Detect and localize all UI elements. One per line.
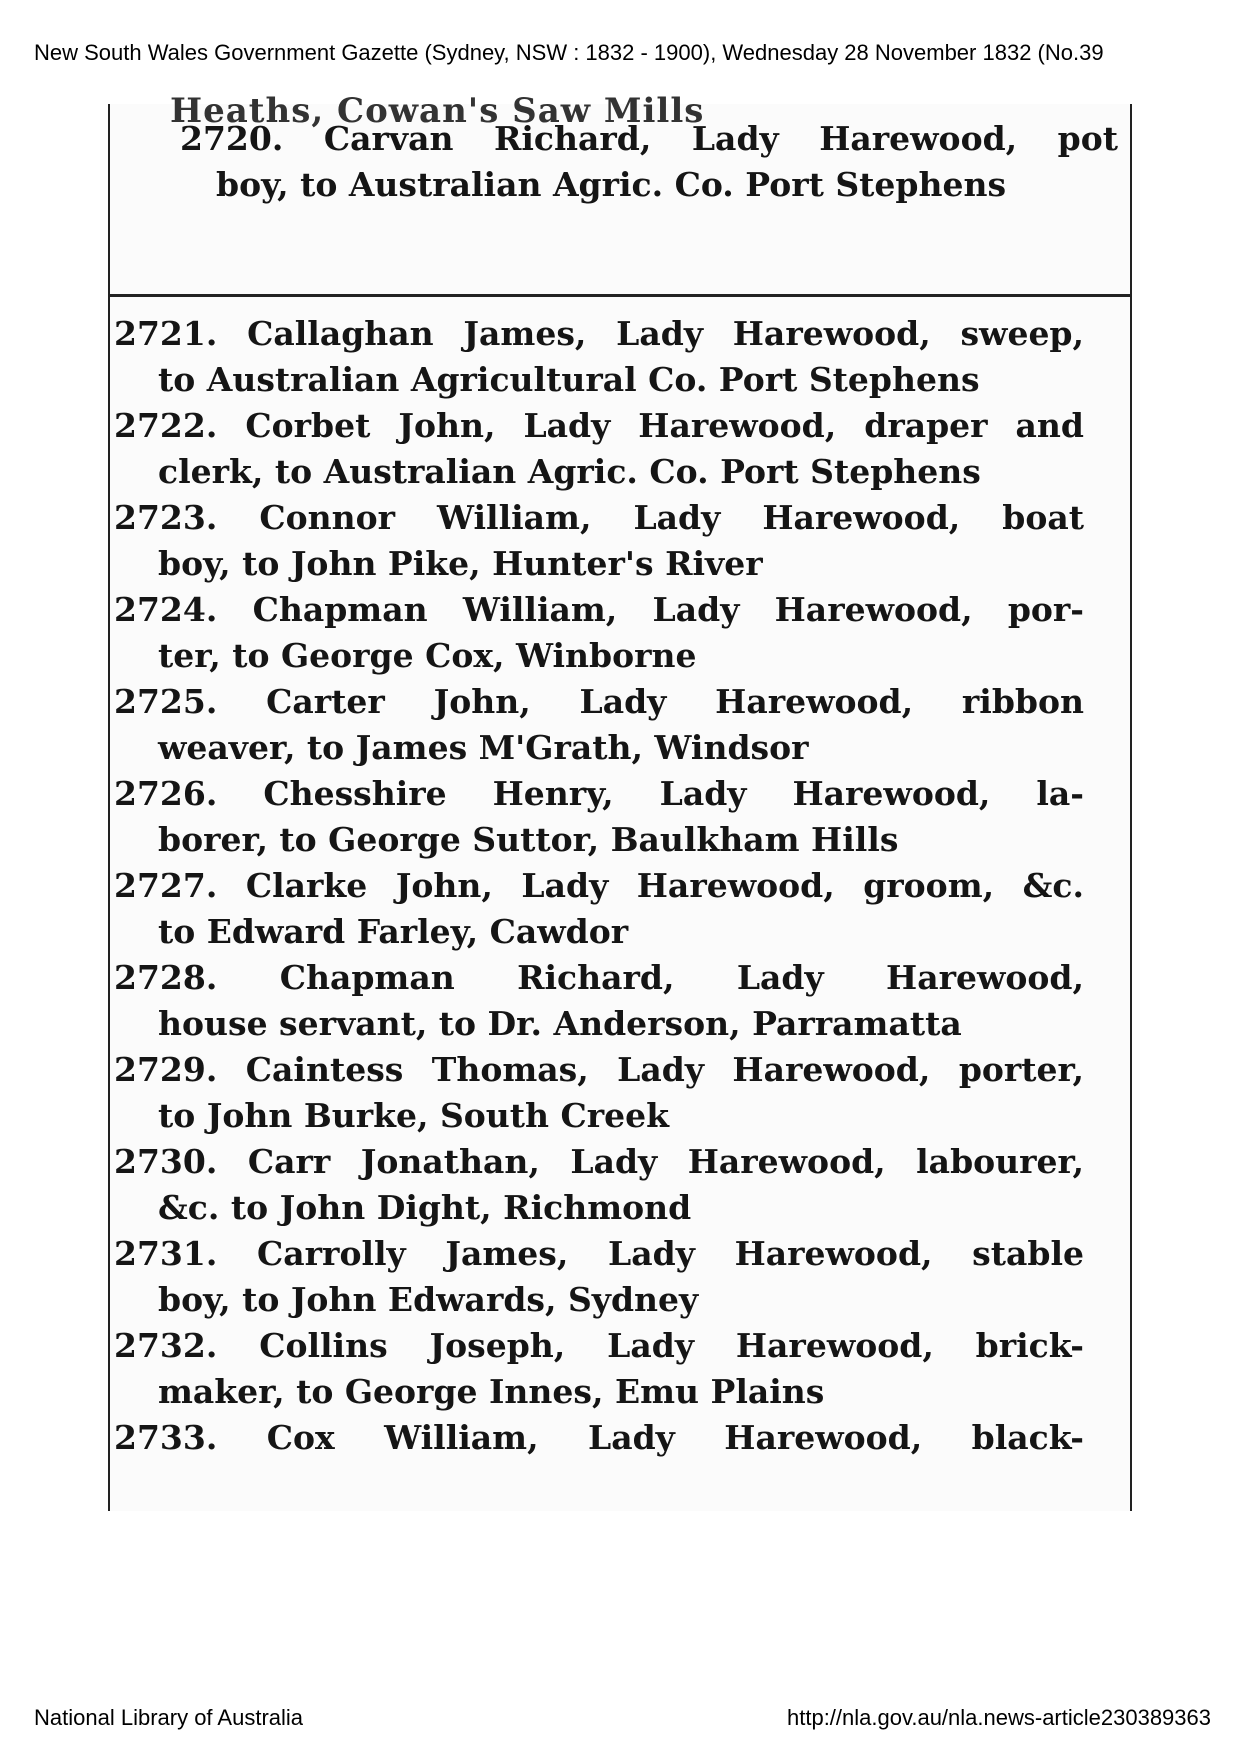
entry-line: 2731. Carrolly James, Lady Harewood, stable [114, 1234, 1084, 1273]
entry-line: maker, to George Innes, Emu Plains [158, 1372, 825, 1411]
entry-line: 2720. Carvan Richard, Lady Harewood, pot [180, 119, 1118, 158]
entry-line: 2722. Corbet John, Lady Harewood, draper and [114, 406, 1084, 445]
clipping-main-panel [108, 297, 1132, 1511]
entry-line: 2733. Cox William, Lady Harewood, black- [114, 1418, 1084, 1457]
entry-line: weaver, to James M'Grath, Windsor [158, 728, 809, 767]
gazette-entry [114, 679, 1084, 771]
entry-line: borer, to George Suttor, Baulkham Hills [158, 820, 899, 859]
gazette-entry [114, 1231, 1084, 1323]
entry-line: house servant, to Dr. Anderson, Parramatta [158, 1004, 962, 1043]
entry-line: 2725. Carter John, Lady Harewood, ribbon [114, 682, 1084, 721]
entry-line: 2727. Clarke John, Lady Harewood, groom, &c. [114, 866, 1084, 905]
gazette-entry [114, 863, 1084, 955]
entry-line: 2721. Callaghan James, Lady Harewood, sweep, [114, 314, 1084, 353]
entry-line: 2732. Collins Joseph, Lady Harewood, brick- [114, 1326, 1084, 1365]
entry-line: to John Burke, South Creek [158, 1096, 670, 1135]
entry-line: clerk, to Australian Agric. Co. Port Stephens [158, 452, 981, 491]
clipping-top-panel [108, 91, 1132, 297]
entry-line: ter, to George Cox, Winborne [158, 636, 697, 675]
gazette-entry-2720 [180, 116, 1118, 208]
entry-line: 2730. Carr Jonathan, Lady Harewood, labourer, [114, 1142, 1084, 1181]
gazette-entry [114, 1139, 1084, 1231]
entry-line: 2724. Chapman William, Lady Harewood, por- [114, 590, 1084, 629]
entry-line: 2729. Caintess Thomas, Lady Harewood, porter, [114, 1050, 1084, 1089]
footer-source: National Library of Australia [34, 1705, 304, 1730]
footer-article-url: http://nla.gov.au/nla.news-article230389363 [787, 1705, 1211, 1730]
entry-line: boy, to John Pike, Hunter's River [158, 544, 763, 583]
cut-off-text-line: Heaths, Cowan's Saw Mills [170, 91, 705, 131]
entry-line: to Edward Farley, Cawdor [158, 912, 629, 951]
entry-line: 2723. Connor William, Lady Harewood, boat [114, 498, 1084, 537]
gazette-entry [114, 1323, 1084, 1415]
gazette-entry [114, 403, 1084, 495]
gazette-entry [114, 311, 1084, 403]
entry-line: 2728. Chapman Richard, Lady Harewood, [114, 958, 1084, 997]
gazette-entry [114, 495, 1084, 587]
entry-line: boy, to John Edwards, Sydney [158, 1280, 699, 1319]
gazette-entry [114, 587, 1084, 679]
gazette-entry [114, 1047, 1084, 1139]
entry-line: boy, to Australian Agric. Co. Port Stephens [216, 165, 1007, 204]
entry-line: 2726. Chesshire Henry, Lady Harewood, la- [114, 774, 1084, 813]
gazette-entry [114, 771, 1084, 863]
page-header-citation: New South Wales Government Gazette (Sydney, NSW : 1832 - 1900), Wednesday 28 November 1832 (No.39 [34, 40, 1104, 65]
gazette-entry [114, 1415, 1084, 1461]
gazette-entry [114, 955, 1084, 1047]
entry-line: to Australian Agricultural Co. Port Stephens [158, 360, 980, 399]
entry-line: &c. to John Dight, Richmond [158, 1188, 692, 1227]
